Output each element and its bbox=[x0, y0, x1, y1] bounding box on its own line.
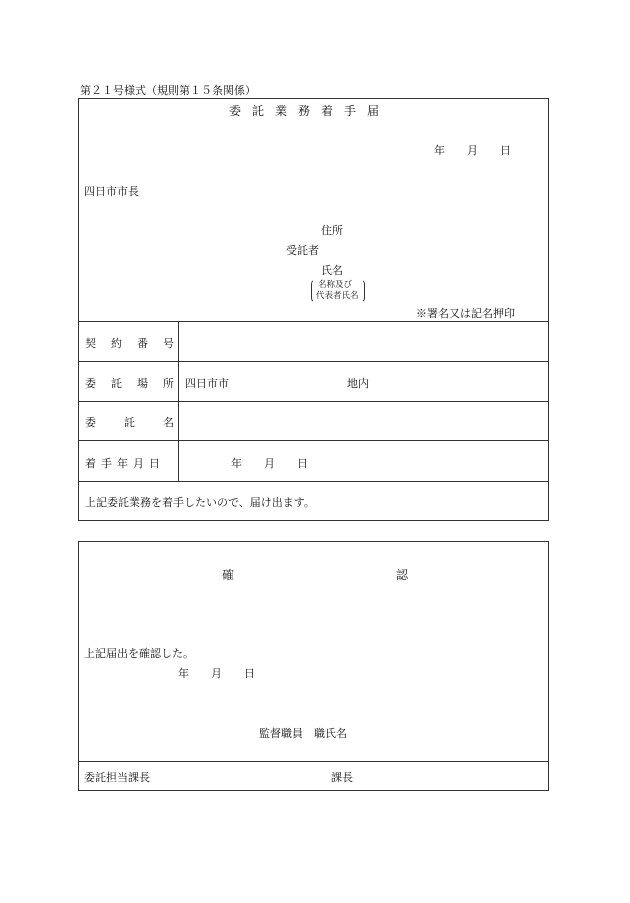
address-label: 住所 bbox=[321, 224, 343, 237]
location-suffix: 地内 bbox=[347, 377, 369, 390]
start-date-field[interactable]: 年 月 日 bbox=[231, 457, 308, 470]
confirm-title-right: 認 bbox=[396, 568, 409, 582]
name-note-line1: 名称及び bbox=[318, 280, 353, 290]
table-divider bbox=[78, 361, 549, 362]
confirm-text: 上記届出を確認した。 bbox=[84, 647, 194, 660]
supervisor-label: 監督職員 職氏名 bbox=[259, 727, 347, 740]
table-column-divider bbox=[178, 321, 179, 481]
commission-name-label: 委 託 名 bbox=[85, 416, 176, 429]
contract-number-label: 契 約 番 号 bbox=[85, 337, 176, 350]
lower-form-box bbox=[78, 541, 549, 791]
lower-divider bbox=[78, 761, 549, 762]
statement-text: 上記委託業務を着手したいので、届け出ます。 bbox=[85, 496, 315, 509]
chief-label: 課長 bbox=[331, 771, 353, 784]
name-label: 氏名 bbox=[321, 264, 343, 277]
addressee: 四日市市長 bbox=[84, 185, 139, 198]
table-divider bbox=[78, 440, 549, 441]
section-chief-label: 委託担当課長 bbox=[84, 771, 150, 784]
form-number: 第２１号様式（規則第１５条関係） bbox=[80, 84, 256, 97]
name-note-line2: 代表者氏名 bbox=[316, 291, 359, 301]
table-divider bbox=[78, 401, 549, 402]
form-title: 委託業務着手届 bbox=[229, 104, 391, 118]
location-label: 委 託 場 所 bbox=[85, 377, 176, 390]
confirm-date: 年 月 日 bbox=[178, 667, 255, 680]
seal-note: ※署名又は記名押印 bbox=[416, 307, 515, 320]
table-divider bbox=[78, 481, 549, 482]
start-date-label: 着手年月日 bbox=[85, 457, 165, 470]
location-field[interactable]: 四日市市 bbox=[185, 377, 229, 390]
confirm-title-left: 確 bbox=[222, 568, 235, 582]
contractor-label: 受託者 bbox=[286, 244, 319, 257]
submission-date: 年 月 日 bbox=[434, 144, 511, 157]
table-divider bbox=[78, 321, 549, 322]
